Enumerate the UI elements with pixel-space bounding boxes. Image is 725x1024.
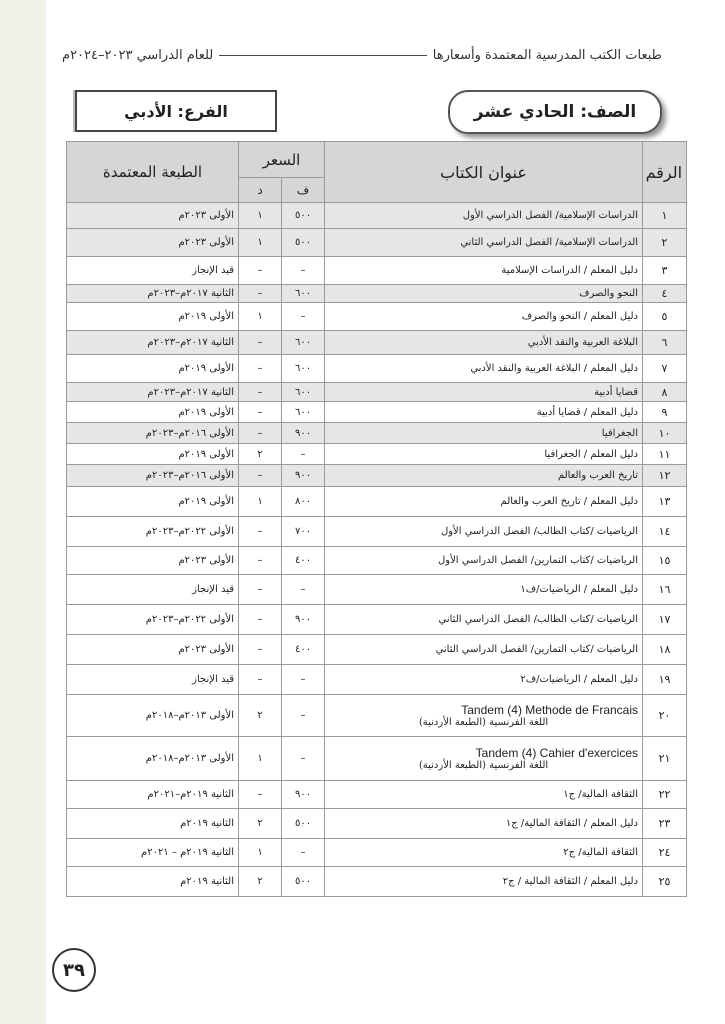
row-fils: – [282, 257, 325, 285]
row-title: الرياضيات /كتاب التمارين/ الفصل الدراسي الثاني [325, 635, 643, 665]
row-number: ١٥ [643, 547, 687, 575]
header-title: عنوان الكتاب [325, 142, 643, 203]
row-title: الثقافة المالية/ ج٢ [325, 839, 643, 867]
row-fils: ٤٠٠ [282, 635, 325, 665]
table-row [67, 402, 687, 423]
row-edition: الأولى ٢٠٢٣م [67, 203, 239, 229]
row-edition: الأولى ٢٠١٩م [67, 487, 239, 517]
branch-label-box [75, 90, 277, 132]
row-fils: ٨٠٠ [282, 487, 325, 517]
row-number: ٧ [643, 355, 687, 383]
grade-label: الصف: الحادي عشر [473, 102, 637, 122]
table-body [67, 203, 687, 897]
row-dinar: – [239, 355, 282, 383]
row-dinar: – [239, 635, 282, 665]
row-edition: قيد الإنجاز [67, 665, 239, 695]
row-dinar: ٢ [239, 809, 282, 839]
row-title: دليل المعلم / الثقافة المالية / ج٢ [325, 867, 643, 897]
row-dinar: ١ [239, 303, 282, 331]
table-row [67, 635, 687, 665]
table-row [67, 809, 687, 839]
row-dinar: ٢ [239, 695, 282, 737]
row-fils: – [282, 695, 325, 737]
row-edition: الثانية ٢٠١٩م–٢٠٢١م [67, 781, 239, 809]
row-dinar: – [239, 465, 282, 487]
row-fils: – [282, 575, 325, 605]
table-row [67, 257, 687, 285]
row-number: ٩ [643, 402, 687, 423]
row-dinar: – [239, 781, 282, 809]
table-row [67, 383, 687, 402]
row-edition: الأولى ٢٠٢٣م [67, 229, 239, 257]
row-title: دليل المعلم / النحو والصرف [325, 303, 643, 331]
row-number: ٨ [643, 383, 687, 402]
row-title-arabic: اللغة الفرنسية (الطبعة الأردنية) [418, 717, 549, 728]
row-number: ١٧ [643, 605, 687, 635]
row-dinar: – [239, 605, 282, 635]
row-dinar: – [239, 547, 282, 575]
table-row [67, 355, 687, 383]
row-dinar: – [239, 402, 282, 423]
header-edition: الطبعة المعتمدة [67, 142, 239, 203]
row-edition: الأولى ٢٠١٣م–٢٠١٨م [67, 695, 239, 737]
row-title: دليل المعلم / قضايا أدبية [325, 402, 643, 423]
row-fils: ٩٠٠ [282, 465, 325, 487]
books-table [66, 141, 687, 897]
grade-label-box [448, 90, 662, 134]
row-fils: – [282, 665, 325, 695]
row-title: البلاغة العربية والنقد الأدبي [325, 331, 643, 355]
header-fils: ف [282, 178, 325, 203]
row-fils: ٩٠٠ [282, 781, 325, 809]
row-number: ٢٢ [643, 781, 687, 809]
table-row [67, 465, 687, 487]
table-row [67, 423, 687, 444]
row-edition: الثانية ٢٠١٧م–٢٠٢٣م [67, 285, 239, 303]
row-title: تاريخ العرب والعالم [325, 465, 643, 487]
row-edition: الأولى ٢٠٢٣م [67, 635, 239, 665]
row-fils: – [282, 303, 325, 331]
row-fils: – [282, 839, 325, 867]
row-title: دليل المعلم / الرياضيات/ف١ [325, 575, 643, 605]
row-fils: ٦٠٠ [282, 355, 325, 383]
row-title-french: Tandem (4) Methode de Francais [461, 703, 639, 717]
table-row [67, 487, 687, 517]
row-number: ١٢ [643, 465, 687, 487]
header-dinar: د [239, 178, 282, 203]
row-title: دليل المعلم / الجغرافيا [325, 444, 643, 465]
row-fils: ٥٠٠ [282, 229, 325, 257]
row-edition: الثانية ٢٠١٧م–٢٠٢٣م [67, 331, 239, 355]
row-number: ٢١ [643, 737, 687, 781]
row-dinar: ٢ [239, 867, 282, 897]
row-fils: ٦٠٠ [282, 285, 325, 303]
header-number: الرقم [643, 142, 687, 203]
row-dinar: – [239, 331, 282, 355]
table-row [67, 839, 687, 867]
row-dinar: – [239, 383, 282, 402]
row-edition: الأولى ٢٠١٦م–٢٠٢٣م [67, 465, 239, 487]
row-edition: الأولى ٢٠٢٢م–٢٠٢٣م [67, 517, 239, 547]
row-title [325, 695, 643, 737]
row-number: ٣ [643, 257, 687, 285]
header-title: طبعات الكتب المدرسية المعتمدة وأسعارها [432, 47, 662, 63]
row-edition: الأولى ٢٠١٦م–٢٠٢٣م [67, 423, 239, 444]
row-number: ٤ [643, 285, 687, 303]
row-number: ١٠ [643, 423, 687, 444]
row-edition: قيد الإنجاز [67, 257, 239, 285]
row-edition: الأولى ٢٠١٩م [67, 355, 239, 383]
row-edition: الأولى ٢٠١٣م–٢٠١٨م [67, 737, 239, 781]
row-title: الجغرافيا [325, 423, 643, 444]
table-row [67, 695, 687, 737]
row-edition: الثانية ٢٠١٧م–٢٠٢٣م [67, 383, 239, 402]
row-dinar: – [239, 575, 282, 605]
row-number: ١٨ [643, 635, 687, 665]
row-number: ١٩ [643, 665, 687, 695]
row-fils: – [282, 444, 325, 465]
row-title: دليل المعلم / الرياضيات/ف٢ [325, 665, 643, 695]
header-year: للعام الدراسي ٢٠٢٣–٢٠٢٤م [62, 47, 214, 63]
header-price: السعر [239, 142, 325, 178]
row-fils: ٥٠٠ [282, 203, 325, 229]
row-fils: ٦٠٠ [282, 331, 325, 355]
row-number: ٥ [643, 303, 687, 331]
row-dinar: – [239, 517, 282, 547]
row-title: الدراسات الإسلامية/ الفصل الدراسي الثاني [325, 229, 643, 257]
row-title-french: Tandem (4) Cahier d'exercices [475, 746, 639, 760]
row-dinar: ١ [239, 839, 282, 867]
row-dinar: ١ [239, 203, 282, 229]
table-row [67, 867, 687, 897]
row-edition: الثانية ٢٠١٩م – ٢٠٢١م [67, 839, 239, 867]
row-edition: الثانية ٢٠١٩م [67, 867, 239, 897]
row-title: النحو والصرف [325, 285, 643, 303]
row-title: قضايا أدبية [325, 383, 643, 402]
row-fils: ٦٠٠ [282, 383, 325, 402]
row-edition: الأولى ٢٠٢٢م–٢٠٢٣م [67, 605, 239, 635]
row-number: ٢٣ [643, 809, 687, 839]
row-number: ٢٥ [643, 867, 687, 897]
row-fils: ٩٠٠ [282, 423, 325, 444]
row-edition: قيد الإنجاز [67, 575, 239, 605]
row-fils: ٩٠٠ [282, 605, 325, 635]
table-row [67, 665, 687, 695]
page-number: ٣٩ [52, 948, 96, 992]
page-margin-strip [0, 0, 46, 1024]
row-edition: الأولى ٢٠١٩م [67, 303, 239, 331]
row-title: دليل المعلم / الدراسات الإسلامية [325, 257, 643, 285]
row-title: الرياضيات /كتاب التمارين/ الفصل الدراسي الأول [325, 547, 643, 575]
row-fils: ٤٠٠ [282, 547, 325, 575]
table-row [67, 444, 687, 465]
branch-label: الفرع: الأدبي [124, 101, 228, 121]
row-title: الدراسات الإسلامية/ الفصل الدراسي الأول [325, 203, 643, 229]
row-title: الثقافة المالية/ ج١ [325, 781, 643, 809]
row-title: الرياضيات /كتاب الطالب/ الفصل الدراسي الأول [325, 517, 643, 547]
header-rule [219, 55, 427, 56]
row-title-arabic: اللغة الفرنسية (الطبعة الأردنية) [418, 760, 549, 771]
row-fils: – [282, 737, 325, 781]
row-number: ١٤ [643, 517, 687, 547]
row-dinar: – [239, 285, 282, 303]
table-row [67, 605, 687, 635]
row-title [325, 737, 643, 781]
table-row [67, 303, 687, 331]
row-fils: ٥٠٠ [282, 809, 325, 839]
row-dinar: – [239, 665, 282, 695]
row-dinar: ٢ [239, 444, 282, 465]
row-title: دليل المعلم / البلاغة العربية والنقد الأدبي [325, 355, 643, 383]
row-dinar: ١ [239, 487, 282, 517]
row-fils: ٥٠٠ [282, 867, 325, 897]
row-fils: ٧٠٠ [282, 517, 325, 547]
row-number: ١ [643, 203, 687, 229]
row-title: دليل المعلم / تاريخ العرب والعالم [325, 487, 643, 517]
row-dinar: – [239, 423, 282, 444]
table-row [67, 547, 687, 575]
row-title: دليل المعلم / الثقافة المالية/ ج١ [325, 809, 643, 839]
row-number: ٢ [643, 229, 687, 257]
row-dinar: – [239, 257, 282, 285]
row-number: ١١ [643, 444, 687, 465]
table-row [67, 575, 687, 605]
row-title: الرياضيات /كتاب الطالب/ الفصل الدراسي الثاني [325, 605, 643, 635]
page-header [62, 44, 662, 66]
row-number: ٢٠ [643, 695, 687, 737]
table-row [67, 781, 687, 809]
row-number: ٦ [643, 331, 687, 355]
row-number: ٢٤ [643, 839, 687, 867]
row-fils: ٦٠٠ [282, 402, 325, 423]
row-edition: الثانية ٢٠١٩م [67, 809, 239, 839]
row-number: ١٦ [643, 575, 687, 605]
row-edition: الأولى ٢٠١٩م [67, 444, 239, 465]
row-dinar: ١ [239, 737, 282, 781]
row-dinar: ١ [239, 229, 282, 257]
row-edition: الأولى ٢٠٢٣م [67, 547, 239, 575]
table-row [67, 517, 687, 547]
table-row [67, 229, 687, 257]
table-row [67, 737, 687, 781]
table-row [67, 331, 687, 355]
row-edition: الأولى ٢٠١٩م [67, 402, 239, 423]
table-row [67, 285, 687, 303]
row-number: ١٣ [643, 487, 687, 517]
table-row [67, 203, 687, 229]
